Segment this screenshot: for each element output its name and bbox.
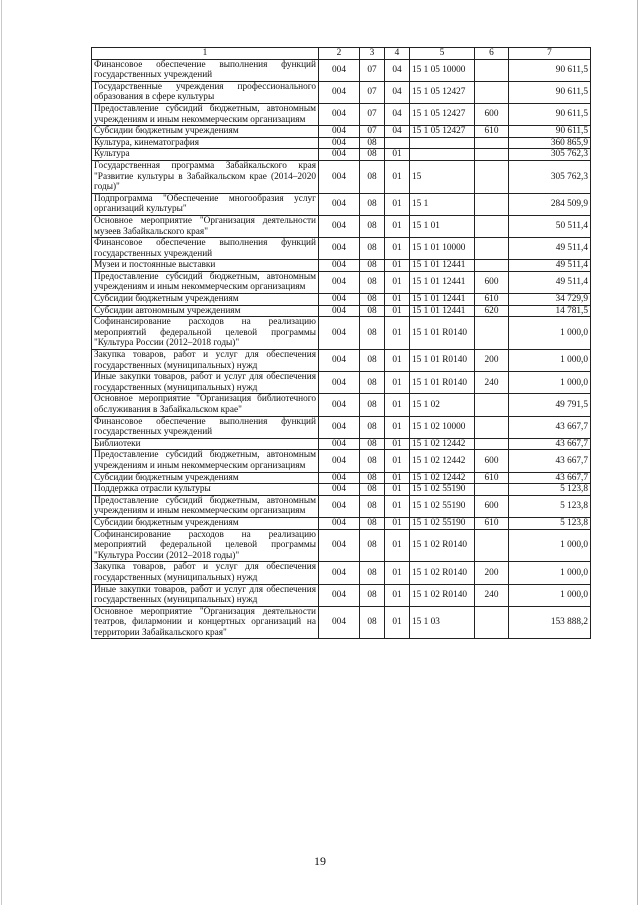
row-ministry-code: 004 [319, 350, 360, 372]
row-target-article-code: 15 1 01 12441 [410, 294, 475, 306]
row-subsection-code: 01 [385, 305, 410, 317]
row-subsection-code: 01 [385, 160, 410, 193]
row-ministry-code: 004 [319, 81, 360, 103]
row-expense-type-code: 240 [475, 372, 509, 394]
page-right-edge [637, 0, 638, 905]
row-section-code: 08 [360, 238, 385, 260]
row-name: Иные закупки товаров, работ и услуг для обеспечения государственных (муниципальных) нужд [92, 584, 319, 606]
row-amount: 1 000,0 [509, 562, 591, 584]
row-name: Закупка товаров, работ и услуг для обеспечения государственных (муниципальных) нужд [92, 350, 319, 372]
row-ministry-code: 004 [319, 529, 360, 562]
row-target-article-code: 15 1 02 55190 [410, 517, 475, 529]
column-number-row [92, 48, 591, 60]
row-subsection-code: 01 [385, 606, 410, 639]
row-expense-type-code [475, 81, 509, 103]
table-row [92, 294, 591, 306]
row-ministry-code: 004 [319, 305, 360, 317]
row-subsection-code: 01 [385, 215, 410, 237]
row-expense-type-code: 610 [475, 517, 509, 529]
row-ministry-code: 004 [319, 472, 360, 484]
row-expense-type-code [475, 137, 509, 149]
row-expense-type-code: 610 [475, 472, 509, 484]
row-target-article-code: 15 1 02 R0140 [410, 529, 475, 562]
row-amount: 34 729,9 [509, 294, 591, 306]
table-row [92, 416, 591, 438]
table-row [92, 606, 591, 639]
row-name: Предоставление субсидий бюджетным, автономным учреждениям и иным некоммерческим организациям [92, 271, 319, 293]
row-amount: 1 000,0 [509, 350, 591, 372]
column-header-7: 7 [509, 48, 591, 60]
row-subsection-code: 01 [385, 372, 410, 394]
row-section-code: 08 [360, 584, 385, 606]
row-name: Основное мероприятие "Организация деятельности театров, филармонии и концертных организаций на территории Забайкальского края" [92, 606, 319, 639]
page-left-edge [1, 0, 2, 905]
row-target-article-code: 15 1 02 12442 [410, 472, 475, 484]
row-ministry-code: 004 [319, 484, 360, 496]
row-expense-type-code [475, 238, 509, 260]
column-header-3: 3 [360, 48, 385, 60]
row-amount: 1 000,0 [509, 529, 591, 562]
row-name: Софинансирование расходов на реализацию мероприятий федеральной целевой программы "Культура России (2012–2018 годы)" [92, 317, 319, 350]
row-target-article-code: 15 1 05 12427 [410, 81, 475, 103]
row-section-code: 08 [360, 160, 385, 193]
table-row [92, 529, 591, 562]
row-expense-type-code: 600 [475, 271, 509, 293]
row-section-code: 08 [360, 606, 385, 639]
row-target-article-code: 15 1 02 12442 [410, 438, 475, 450]
row-target-article-code [410, 137, 475, 149]
row-target-article-code: 15 1 01 10000 [410, 238, 475, 260]
row-amount: 49 511,4 [509, 260, 591, 272]
table-row [92, 137, 591, 149]
row-section-code: 08 [360, 416, 385, 438]
row-name: Финансовое обеспечение выполнения функций государственных учреждений [92, 59, 319, 81]
row-amount: 43 667,7 [509, 438, 591, 450]
row-name: Софинансирование расходов на реализацию мероприятий федеральной целевой программы "Культура России (2012–2018 годы)" [92, 529, 319, 562]
row-expense-type-code: 600 [475, 103, 509, 125]
table-row [92, 193, 591, 215]
row-name: Субсидии бюджетным учреждениям [92, 472, 319, 484]
row-section-code: 08 [360, 137, 385, 149]
row-section-code: 08 [360, 529, 385, 562]
row-amount: 49 791,5 [509, 394, 591, 416]
table-row [92, 215, 591, 237]
row-target-article-code: 15 1 01 R0140 [410, 350, 475, 372]
table-row [92, 350, 591, 372]
row-subsection-code: 01 [385, 394, 410, 416]
row-ministry-code: 004 [319, 394, 360, 416]
row-name: Предоставление субсидий бюджетным, автономным учреждениям и иным некоммерческим организациям [92, 495, 319, 517]
row-name: Музеи и постоянные выставки [92, 260, 319, 272]
row-ministry-code: 004 [319, 137, 360, 149]
row-section-code: 08 [360, 495, 385, 517]
table-row [92, 372, 591, 394]
row-target-article-code: 15 1 02 R0140 [410, 584, 475, 606]
row-subsection-code: 01 [385, 484, 410, 496]
row-subsection-code: 01 [385, 450, 410, 472]
row-expense-type-code [475, 260, 509, 272]
row-section-code: 08 [360, 394, 385, 416]
row-ministry-code: 004 [319, 215, 360, 237]
row-section-code: 08 [360, 517, 385, 529]
table-row [92, 562, 591, 584]
row-ministry-code: 004 [319, 271, 360, 293]
column-header-4: 4 [385, 48, 410, 60]
row-expense-type-code: 600 [475, 495, 509, 517]
row-expense-type-code [475, 529, 509, 562]
row-amount: 90 611,5 [509, 103, 591, 125]
row-subsection-code: 01 [385, 350, 410, 372]
row-section-code: 07 [360, 103, 385, 125]
row-subsection-code: 04 [385, 81, 410, 103]
row-subsection-code: 01 [385, 260, 410, 272]
row-ministry-code: 004 [319, 149, 360, 161]
row-name: Субсидии автономным учреждениям [92, 305, 319, 317]
row-amount: 5 123,8 [509, 517, 591, 529]
row-target-article-code: 15 1 [410, 193, 475, 215]
row-section-code: 08 [360, 372, 385, 394]
row-section-code: 08 [360, 305, 385, 317]
row-target-article-code: 15 1 05 12427 [410, 103, 475, 125]
row-amount: 49 511,4 [509, 271, 591, 293]
row-target-article-code: 15 1 01 R0140 [410, 317, 475, 350]
row-name: Субсидии бюджетным учреждениям [92, 517, 319, 529]
row-expense-type-code [475, 59, 509, 81]
table-row [92, 584, 591, 606]
row-section-code: 07 [360, 59, 385, 81]
table-row [92, 438, 591, 450]
row-amount: 1 000,0 [509, 584, 591, 606]
row-amount: 49 511,4 [509, 238, 591, 260]
row-expense-type-code: 610 [475, 126, 509, 138]
row-subsection-code: 01 [385, 584, 410, 606]
row-subsection-code: 01 [385, 317, 410, 350]
row-name: Подпрограмма "Обеспечение многообразия услуг организаций культуры" [92, 193, 319, 215]
table-row [92, 317, 591, 350]
row-target-article-code: 15 1 02 R0140 [410, 562, 475, 584]
row-ministry-code: 004 [319, 260, 360, 272]
table-row [92, 472, 591, 484]
row-ministry-code: 004 [319, 372, 360, 394]
row-subsection-code: 01 [385, 517, 410, 529]
row-name: Государственные учреждения профессионального образования в сфере культуры [92, 81, 319, 103]
row-target-article-code: 15 1 03 [410, 606, 475, 639]
row-amount: 43 667,7 [509, 416, 591, 438]
table-row [92, 126, 591, 138]
row-target-article-code: 15 1 02 12442 [410, 450, 475, 472]
row-amount: 1 000,0 [509, 317, 591, 350]
row-section-code: 08 [360, 562, 385, 584]
row-name: Культура, кинематография [92, 137, 319, 149]
table-row [92, 271, 591, 293]
row-ministry-code: 004 [319, 606, 360, 639]
row-ministry-code: 004 [319, 438, 360, 450]
row-section-code: 08 [360, 149, 385, 161]
row-target-article-code: 15 1 02 55190 [410, 495, 475, 517]
row-amount: 5 123,8 [509, 495, 591, 517]
row-name: Субсидии бюджетным учреждениям [92, 294, 319, 306]
row-section-code: 08 [360, 472, 385, 484]
row-expense-type-code [475, 606, 509, 639]
row-target-article-code: 15 1 02 10000 [410, 416, 475, 438]
row-expense-type-code: 200 [475, 562, 509, 584]
row-name: Финансовое обеспечение выполнения функций государственных учреждений [92, 238, 319, 260]
row-ministry-code: 004 [319, 562, 360, 584]
row-subsection-code: 01 [385, 438, 410, 450]
row-section-code: 08 [360, 350, 385, 372]
row-target-article-code: 15 1 02 55190 [410, 484, 475, 496]
row-subsection-code: 04 [385, 59, 410, 81]
row-subsection-code: 01 [385, 294, 410, 306]
row-target-article-code: 15 1 01 12441 [410, 260, 475, 272]
row-ministry-code: 004 [319, 59, 360, 81]
row-expense-type-code [475, 149, 509, 161]
row-name: Финансовое обеспечение выполнения функций государственных учреждений [92, 416, 319, 438]
table-row [92, 394, 591, 416]
row-section-code: 08 [360, 215, 385, 237]
row-ministry-code: 004 [319, 126, 360, 138]
column-header-1: 1 [92, 48, 319, 60]
page-number: 19 [314, 854, 326, 868]
row-ministry-code: 004 [319, 193, 360, 215]
table-row [92, 59, 591, 81]
row-ministry-code: 004 [319, 495, 360, 517]
row-subsection-code: 01 [385, 472, 410, 484]
row-amount: 50 511,4 [509, 215, 591, 237]
row-ministry-code: 004 [319, 450, 360, 472]
row-name: Предоставление субсидий бюджетным, автономным учреждениям и иным некоммерческим организациям [92, 103, 319, 125]
row-expense-type-code [475, 394, 509, 416]
row-ministry-code: 004 [319, 103, 360, 125]
table-row [92, 450, 591, 472]
row-expense-type-code [475, 484, 509, 496]
row-ministry-code: 004 [319, 517, 360, 529]
table-row [92, 517, 591, 529]
row-ministry-code: 004 [319, 160, 360, 193]
row-subsection-code: 01 [385, 416, 410, 438]
row-expense-type-code [475, 160, 509, 193]
row-expense-type-code: 610 [475, 294, 509, 306]
row-ministry-code: 004 [319, 584, 360, 606]
row-name: Основное мероприятие "Организация деятельности музеев Забайкальского края" [92, 215, 319, 237]
row-section-code: 07 [360, 126, 385, 138]
row-target-article-code: 15 [410, 160, 475, 193]
row-subsection-code: 01 [385, 495, 410, 517]
row-amount: 90 611,5 [509, 81, 591, 103]
row-ministry-code: 004 [319, 238, 360, 260]
table-row [92, 238, 591, 260]
column-header-6: 6 [475, 48, 509, 60]
row-target-article-code [410, 149, 475, 161]
row-amount: 90 611,5 [509, 126, 591, 138]
table-row [92, 260, 591, 272]
row-section-code: 08 [360, 271, 385, 293]
row-expense-type-code: 240 [475, 584, 509, 606]
row-expense-type-code: 600 [475, 450, 509, 472]
row-section-code: 08 [360, 450, 385, 472]
row-subsection-code: 01 [385, 562, 410, 584]
row-name: Библиотеки [92, 438, 319, 450]
row-amount: 284 509,9 [509, 193, 591, 215]
row-target-article-code: 15 1 01 12441 [410, 305, 475, 317]
row-target-article-code: 15 1 05 12427 [410, 126, 475, 138]
row-name: Субсидии бюджетным учреждениям [92, 126, 319, 138]
row-name: Государственная программа Забайкальского края "Развитие культуры в Забайкальском крае (2014–2020 годы)" [92, 160, 319, 193]
row-subsection-code: 01 [385, 238, 410, 260]
row-expense-type-code [475, 193, 509, 215]
table-row [92, 103, 591, 125]
row-amount: 14 781,5 [509, 305, 591, 317]
row-target-article-code: 15 1 02 [410, 394, 475, 416]
row-section-code: 08 [360, 317, 385, 350]
row-section-code: 08 [360, 484, 385, 496]
row-amount: 90 611,5 [509, 59, 591, 81]
table-row [92, 149, 591, 161]
table-row [92, 484, 591, 496]
row-target-article-code: 15 1 05 10000 [410, 59, 475, 81]
row-name: Иные закупки товаров, работ и услуг для обеспечения государственных (муниципальных) нужд [92, 372, 319, 394]
row-amount: 1 000,0 [509, 372, 591, 394]
row-subsection-code: 01 [385, 193, 410, 215]
row-section-code: 08 [360, 193, 385, 215]
row-name: Предоставление субсидий бюджетным, автономным учреждениям и иным некоммерческим организациям [92, 450, 319, 472]
table-row [92, 495, 591, 517]
row-amount: 305 762,3 [509, 160, 591, 193]
row-subsection-code: 04 [385, 126, 410, 138]
row-subsection-code: 04 [385, 103, 410, 125]
column-header-5: 5 [410, 48, 475, 60]
row-section-code: 08 [360, 438, 385, 450]
row-section-code: 08 [360, 260, 385, 272]
row-amount: 43 667,7 [509, 472, 591, 484]
row-subsection-code [385, 137, 410, 149]
row-target-article-code: 15 1 01 R0140 [410, 372, 475, 394]
row-target-article-code: 15 1 01 12441 [410, 271, 475, 293]
row-section-code: 08 [360, 294, 385, 306]
budget-table [91, 47, 591, 639]
row-ministry-code: 004 [319, 317, 360, 350]
row-ministry-code: 004 [319, 416, 360, 438]
row-expense-type-code [475, 438, 509, 450]
row-name: Поддержка отрасли культуры [92, 484, 319, 496]
column-header-2: 2 [319, 48, 360, 60]
row-expense-type-code: 200 [475, 350, 509, 372]
row-expense-type-code [475, 416, 509, 438]
row-amount: 5 123,8 [509, 484, 591, 496]
row-amount: 305 762,3 [509, 149, 591, 161]
table-row [92, 305, 591, 317]
table-row [92, 160, 591, 193]
row-subsection-code: 01 [385, 271, 410, 293]
row-amount: 43 667,7 [509, 450, 591, 472]
row-expense-type-code [475, 215, 509, 237]
row-section-code: 07 [360, 81, 385, 103]
row-name: Культура [92, 149, 319, 161]
row-name: Основное мероприятие "Организация библиотечного обслуживания в Забайкальском крае" [92, 394, 319, 416]
row-amount: 360 865,9 [509, 137, 591, 149]
row-name: Закупка товаров, работ и услуг для обеспечения государственных (муниципальных) нужд [92, 562, 319, 584]
row-subsection-code: 01 [385, 529, 410, 562]
table-row [92, 81, 591, 103]
row-expense-type-code: 620 [475, 305, 509, 317]
row-subsection-code: 01 [385, 149, 410, 161]
row-ministry-code: 004 [319, 294, 360, 306]
row-amount: 153 888,2 [509, 606, 591, 639]
row-expense-type-code [475, 317, 509, 350]
row-target-article-code: 15 1 01 [410, 215, 475, 237]
